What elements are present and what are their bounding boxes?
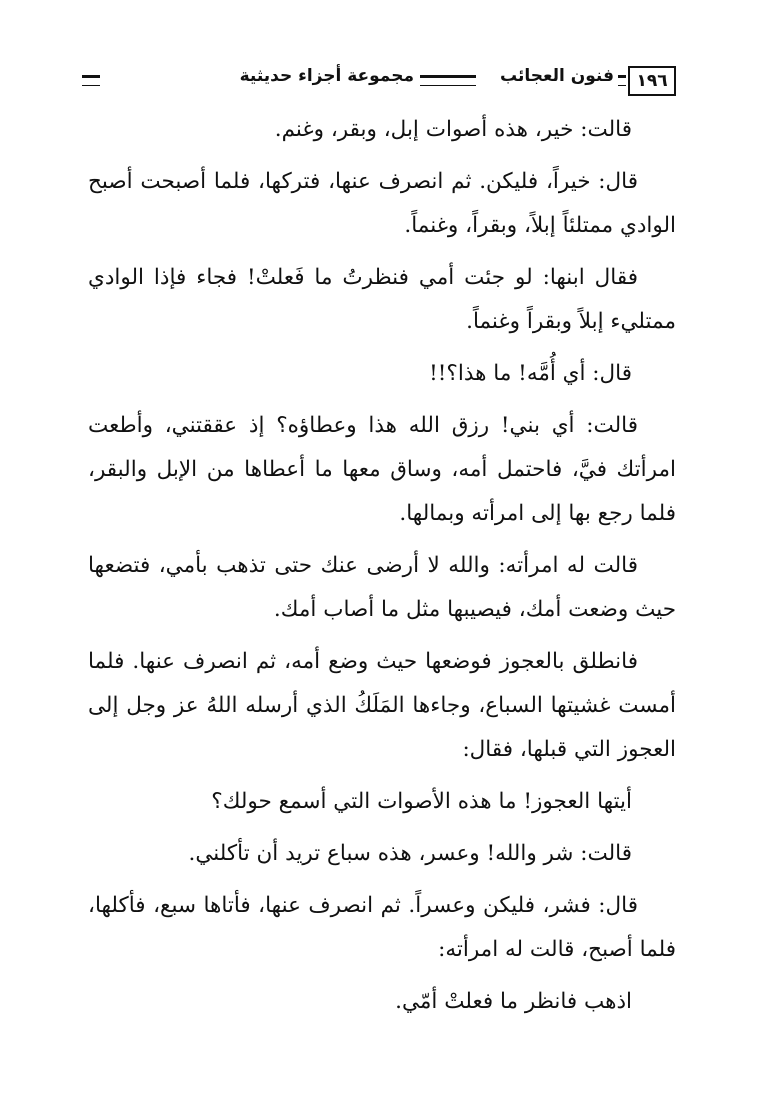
page-header — [82, 66, 676, 96]
paragraph: قال: خيراً، فليكن. ثم انصرف عنها، فتركها، فلما أصبحت أصبح الوادي ممتلئاً إبلاً، وبقراً، وغنماً. — [88, 169, 676, 238]
paragraph: قال: فشر، فليكن وعسراً. ثم انصرف عنها، فأتاها سبع، فأكلها، فلما أصبح، قالت له امرأته: — [88, 893, 676, 962]
paragraph: فانطلق بالعجوز فوضعها حيث وضع أمه، ثم انصرف عنها. فلما أمست غشيتها السباع، وجاءها المَلَكُ الذي أرسله اللهُ عز وجل إلى العجوز التي قبلها، فقال: — [88, 649, 676, 762]
series-title: مجموعة أجزاء حديثية — [239, 66, 414, 86]
header-rule — [420, 75, 476, 86]
page-body — [88, 108, 676, 1032]
paragraph: قالت له امرأته: والله لا أرضى عنك حتى تذهب بأمي، فتضعها حيث وضعت أمك، فيصيبها مثل ما أصاب أمك. — [88, 553, 676, 622]
paragraph: قالت: خير، هذه أصوات إبل، وبقر، وغنم. — [274, 117, 632, 142]
paragraph: قالت: شر والله! وعسر، هذه سباع تريد أن تأكلني. — [188, 841, 632, 866]
paragraph: قال: أي أُمَّه! ما هذا؟!! — [429, 361, 632, 386]
header-rule — [618, 75, 626, 86]
header-rule — [82, 75, 100, 86]
paragraph: فقال ابنها: لو جئت أمي فنظرتُ ما فَعلتْ! فجاء فإذا الوادي ممتليء إبلاً وبقراً وغنماً. — [88, 265, 676, 334]
paragraph: اذهب فانظر ما فعلتْ أمّي. — [395, 989, 632, 1014]
page-number: ١٩٦ — [628, 66, 676, 96]
book-title: فنون العجائب — [500, 66, 614, 86]
paragraph: قالت: أي بني! رزق الله هذا وعطاؤه؟ إذ عققتني، وأطعت امرأتك فيَّ، فاحتمل أمه، وساق معها ما أعطاها من الإبل والبقر، فلما رجع بها إلى امرأته وبمالها. — [88, 413, 676, 526]
paragraph: أيتها العجوز! ما هذه الأصوات التي أسمع حولك؟ — [211, 789, 632, 814]
